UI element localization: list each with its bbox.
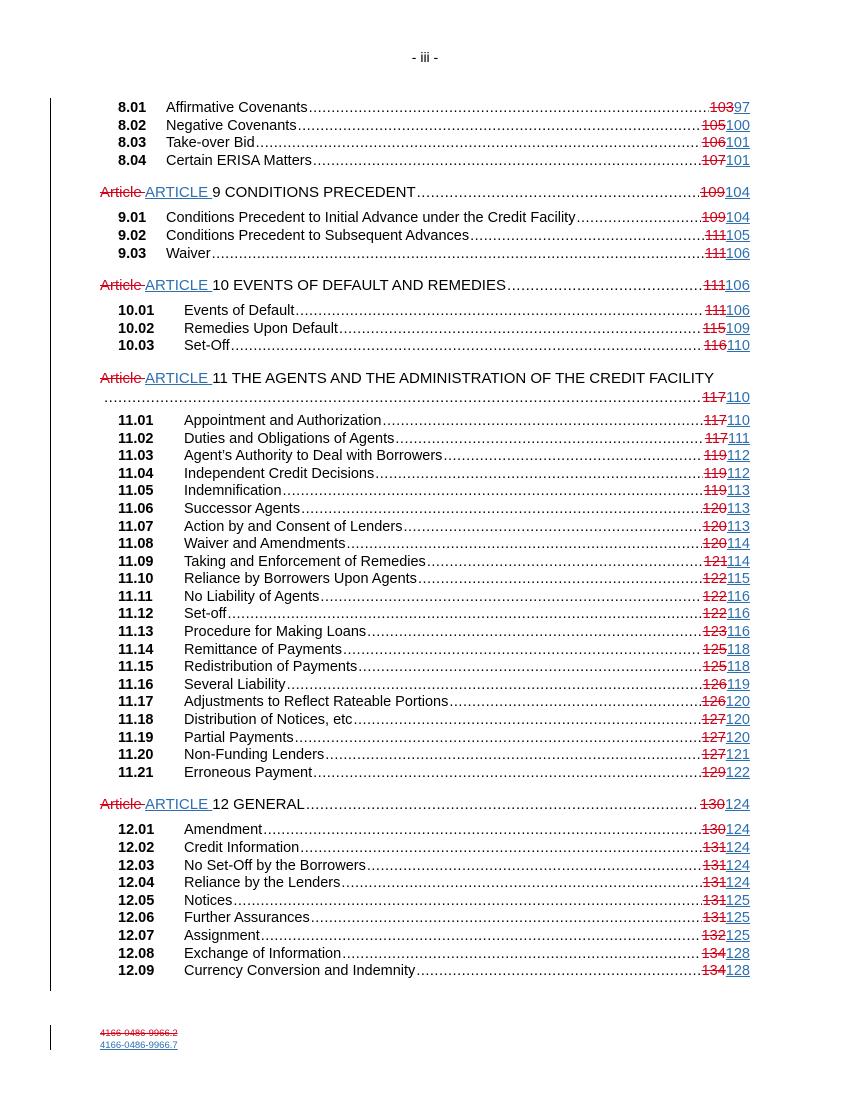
leader-dots [256,135,701,153]
section-title: Currency Conversion and Indemnity [184,963,416,980]
section-title: Action by and Consent of Lenders [184,518,403,535]
old-page-number: 111 [704,227,726,244]
section-number: 11.09 [118,553,154,570]
new-page-number: 112 [726,465,750,482]
new-page-number: 121 [725,747,750,764]
section-title: Successor Agents [184,500,301,517]
new-page-number: 124 [725,857,750,874]
new-page-number: 111 [727,430,750,447]
article-11-deleted: Article [100,369,146,387]
section-number: 11.05 [118,483,154,500]
section-title: Waiver and Amendments [184,536,346,553]
section-title: Set-Off [184,338,230,355]
leader-dots [295,730,701,748]
article-10-old-page: 111 [703,277,725,295]
section-title: Certain ERISA Matters [166,152,312,169]
article-11-old-page: 117 [702,388,727,406]
article-12-new-page: 124 [724,796,750,814]
old-page-number: 131 [702,910,726,927]
toc-entry[interactable] [100,448,750,466]
leader-dots [507,276,702,295]
section-title: Appointment and Authorization [184,412,382,429]
section-number: 11.01 [118,412,154,429]
leader-dots [367,858,702,876]
new-page-number: 124 [725,840,750,856]
old-page-number: 131 [702,892,726,909]
article-10-inserted: ARTICLE [145,277,213,295]
section-title: Indemnification [184,483,282,500]
section-title: Procedure for Making Loans [184,624,367,641]
toc-entry[interactable] [100,910,750,928]
new-page-number: 97 [733,100,750,116]
section-number: 11.16 [118,676,154,693]
old-page-number: 120 [702,536,727,553]
document-id-footer [100,1028,178,1052]
article-11-inserted: ARTICLE [145,369,213,387]
leader-dots [212,246,704,264]
toc-entry[interactable] [100,135,750,153]
leader-dots [341,875,701,893]
toc-entry[interactable] [100,571,750,589]
toc-entry[interactable] [100,413,750,431]
section-number: 10.03 [118,338,155,355]
section-title: Erroneous Payment [184,764,313,781]
old-page-number: 120 [702,518,727,535]
old-page-number: 131 [702,840,726,856]
new-page-number: 120 [725,694,750,711]
leader-dots [403,519,701,537]
section-number: 11.20 [118,747,154,764]
leader-dots [383,413,703,431]
toc-entry[interactable] [100,946,750,964]
section-number: 11.02 [118,430,154,447]
old-page-number: 103 [709,100,734,116]
new-page-number: 116 [726,624,750,641]
new-page-number: 116 [726,606,750,623]
leader-dots [298,118,701,136]
old-page-number: 123 [702,624,727,641]
section-title: Take-over Bid [166,135,255,152]
toc-entry[interactable] [100,228,750,246]
new-page-number: 113 [726,483,750,500]
toc-entry[interactable] [100,536,750,554]
old-page-number: 122 [702,606,727,623]
toc-entry[interactable] [100,338,750,356]
old-page-number: 131 [702,857,726,874]
toc-entry[interactable] [100,210,750,228]
leader-dots [416,963,700,981]
article-9-new-page: 104 [724,184,750,202]
old-page-number: 105 [701,117,726,134]
section-number: 12.05 [118,892,155,909]
section-number: 12.02 [118,840,155,856]
section-number: 11.14 [118,641,154,658]
article-10-title: 10 EVENTS OF DEFAULT AND REMEDIES [212,277,506,295]
old-page-number: 119 [703,448,727,465]
toc-entry[interactable] [100,875,750,893]
toc-entry[interactable] [100,554,750,572]
deleted-document-id: 4166-0486-9966.2 [100,1028,178,1039]
section-number: 11.06 [118,500,154,517]
section-title: Non-Funding Lenders [184,747,325,764]
toc-entry[interactable] [100,963,750,981]
section-title: Reliance by Borrowers Upon Agents [184,571,417,588]
article-12-inserted: ARTICLE [145,796,213,814]
section-title: Assignment [184,927,260,944]
section-number: 11.07 [118,518,154,535]
old-page-number: 126 [701,694,726,711]
toc-entry[interactable] [100,765,750,783]
old-page-number: 115 [702,320,726,337]
new-page-number: 115 [726,571,750,588]
section-title: Partial Payments [184,729,294,746]
section-title: Several Liability [184,676,286,693]
old-page-number: 129 [701,764,726,781]
toc-entry[interactable] [100,659,750,677]
article-12-heading[interactable] [100,795,750,814]
article-10-deleted: Article [100,277,146,295]
section-title: Negative Covenants [166,117,297,134]
old-page-number: 132 [701,927,726,944]
leader-dots [427,554,703,572]
new-page-number: 101 [725,152,750,169]
article-12-title: 12 GENERAL [212,796,305,814]
toc-entry[interactable] [100,822,750,840]
old-page-number: 107 [701,152,726,169]
old-page-number: 121 [703,553,727,570]
toc-entry[interactable] [100,100,750,118]
article-10-heading[interactable] [100,276,750,295]
toc-entry[interactable] [100,858,750,876]
toc-entry[interactable] [100,466,750,484]
sections-10-group [100,303,750,356]
section-number: 10.02 [118,320,155,337]
article-12-deleted: Article [100,796,146,814]
old-page-number: 119 [703,465,727,482]
section-number: 8.04 [118,152,147,169]
new-page-number: 113 [726,500,750,517]
article-9-inserted: ARTICLE [145,184,213,202]
leader-dots [283,483,703,501]
toc-entry[interactable] [100,483,750,501]
section-number: 11.17 [118,694,154,711]
leader-dots [231,338,703,356]
new-page-number: 100 [725,117,750,134]
leader-dots [295,303,703,321]
section-title: Reliance by the Lenders [184,875,341,892]
section-number: 11.12 [118,606,154,623]
toc-entry[interactable] [100,712,750,730]
section-number: 11.13 [118,624,154,641]
page-number: - iii - [411,49,439,65]
toc-entry[interactable] [100,519,750,537]
leader-dots [367,624,702,642]
inserted-document-id: 4166-0486-9966.7 [100,1040,178,1051]
toc-entry[interactable] [100,606,750,624]
article-9-old-page: 109 [699,184,725,202]
section-number: 10.01 [118,303,155,320]
toc-entry[interactable] [100,840,750,858]
sections-9-group [100,210,750,263]
old-page-number: 119 [703,483,727,500]
leader-dots [311,910,702,928]
section-number: 8.03 [118,135,147,152]
sections-12-group [100,822,750,980]
old-page-number: 126 [702,676,727,693]
new-page-number: 125 [725,910,750,927]
new-page-number: 120 [725,729,750,746]
section-number: 9.01 [118,210,147,227]
new-page-number: 113 [726,518,750,535]
article-11-new-page: 110 [726,388,750,406]
section-number: 12.03 [118,857,155,874]
old-page-number: 125 [702,659,727,676]
leader-dots [470,228,704,246]
article-11-title: 11 THE AGENTS AND THE ADMINISTRATION OF THE CREDIT FACILITY [212,369,715,387]
leader-dots [418,571,702,589]
new-page-number: 104 [725,210,750,227]
old-page-number: 134 [701,963,726,980]
section-number: 11.04 [118,465,154,482]
section-number: 11.11 [118,588,153,605]
section-number: 8.02 [118,117,147,134]
toc-entry[interactable] [100,747,750,765]
old-page-number: 122 [702,588,727,605]
toc-entry[interactable] [100,431,750,449]
old-page-number: 109 [701,210,726,227]
new-page-number: 118 [726,659,750,676]
leader-dots [233,893,701,911]
article-9-deleted: Article [100,184,146,202]
section-title: No Liability of Agents [184,588,320,605]
toc-entry[interactable] [100,642,750,660]
new-page-number: 109 [725,320,750,337]
section-title: Agent’s Authority to Deal with Borrowers [184,448,443,465]
new-page-number: 125 [725,892,750,909]
section-title: Redistribution of Payments [184,659,358,676]
leader-dots [358,659,701,677]
leader-dots [339,321,702,339]
leader-dots [313,153,701,171]
leader-dots [306,795,699,814]
new-page-number: 105 [725,227,750,244]
toc-entry[interactable] [100,118,750,136]
old-page-number: 120 [702,500,727,517]
old-page-number: 127 [701,729,726,746]
leader-dots [395,431,703,449]
old-page-number: 127 [701,747,726,764]
article-9-heading[interactable] [100,183,750,202]
old-page-number: 111 [704,303,726,320]
old-page-number: 117 [704,430,728,447]
leader-dots [576,210,700,228]
section-title: Amendment [184,822,263,839]
table-of-contents [100,100,750,981]
new-page-number: 112 [726,448,750,465]
sections-8-group [100,100,750,170]
toc-entry[interactable] [100,589,750,607]
section-title: Remedies Upon Default [184,320,338,337]
old-page-number: 125 [702,641,727,658]
toc-entry[interactable] [100,730,750,748]
toc-entry[interactable] [100,303,750,321]
new-page-number: 128 [725,963,750,980]
old-page-number: 131 [702,875,726,892]
toc-entry[interactable] [100,624,750,642]
section-title: Further Assurances [184,910,310,927]
section-number: 11.21 [118,764,154,781]
leader-dots [343,642,702,660]
section-title: Duties and Obligations of Agents [184,430,395,447]
leader-dots [261,928,701,946]
new-page-number: 125 [725,927,750,944]
new-page-number: 110 [726,412,750,429]
toc-entry[interactable] [100,928,750,946]
sections-11-group [100,413,750,782]
section-title: Conditions Precedent to Initial Advance under the Credit Facility [166,210,576,227]
section-title: Affirmative Covenants [166,100,308,116]
article-12-old-page: 130 [699,796,725,814]
footer-change-bar [50,1025,51,1050]
leader-dots [342,946,700,964]
section-number: 11.19 [118,729,154,746]
old-page-number: 127 [701,712,726,729]
leader-dots [313,765,700,783]
toc-entry[interactable] [100,501,750,519]
new-page-number: 122 [725,764,750,781]
toc-entry[interactable] [100,321,750,339]
toc-entry[interactable] [100,677,750,695]
section-title: Waiver [166,245,211,262]
section-number: 12.08 [118,945,155,962]
leader-dots [287,677,702,695]
section-title: Taking and Enforcement of Remedies [184,553,426,570]
section-title: Set-off [184,606,227,623]
section-number: 11.18 [118,712,154,729]
section-number: 11.08 [118,536,154,553]
article-10-new-page: 106 [724,277,750,295]
section-number: 8.01 [118,100,147,116]
new-page-number: 114 [726,536,750,553]
new-page-number: 124 [725,875,750,892]
leader-dots [320,589,701,607]
new-page-number: 118 [726,641,750,658]
leader-dots [301,501,702,519]
section-title: Events of Default [184,303,295,320]
section-number: 11.03 [118,448,154,465]
section-number: 12.04 [118,875,155,892]
old-page-number: 122 [702,571,727,588]
leader-dots [309,100,709,118]
new-page-number: 124 [725,822,750,839]
new-page-number: 114 [726,553,750,570]
new-page-number: 101 [725,135,750,152]
section-number: 12.07 [118,927,155,944]
change-bar [50,98,51,991]
old-page-number: 130 [701,822,726,839]
new-page-number: 106 [725,245,750,262]
section-number: 9.02 [118,227,147,244]
section-title: Distribution of Notices, etc [184,712,353,729]
old-page-number: 106 [701,135,726,152]
section-number: 9.03 [118,245,147,262]
section-number: 12.06 [118,910,155,927]
leader-dots [325,747,700,765]
section-title: Conditions Precedent to Subsequent Advances [166,227,470,244]
toc-entry[interactable] [100,246,750,264]
section-title: Independent Credit Decisions [184,465,375,482]
leader-dots [375,466,703,484]
toc-entry[interactable] [100,694,750,712]
leader-dots [263,822,700,840]
section-title: Exchange of Information [184,945,342,962]
new-page-number: 110 [726,338,750,355]
leader-dots [417,183,699,202]
section-number: 11.10 [118,571,154,588]
leader-dots [353,712,700,730]
article-11-heading[interactable] [100,369,750,407]
section-title: No Set-Off by the Borrowers [184,857,366,874]
leader-dots [227,606,701,624]
leader-dots [104,388,701,407]
section-title: Notices [184,892,233,909]
section-title: Adjustments to Reflect Rateable Portions [184,694,449,711]
section-title: Credit Information [184,840,300,856]
old-page-number: 117 [703,412,727,429]
leader-dots [443,448,702,466]
old-page-number: 134 [701,945,726,962]
section-number: 12.01 [118,822,155,839]
section-title: Remittance of Payments [184,641,342,658]
leader-dots [346,536,701,554]
new-page-number: 128 [725,945,750,962]
leader-dots [449,694,700,712]
new-page-number: 116 [726,588,750,605]
new-page-number: 120 [725,712,750,729]
leader-dots [300,840,701,858]
new-page-number: 106 [725,303,750,320]
old-page-number: 116 [703,338,727,355]
article-9-title: 9 CONDITIONS PRECEDENT [212,184,416,202]
toc-entry[interactable] [100,153,750,171]
section-number: 12.09 [118,963,155,980]
section-number: 11.15 [118,659,154,676]
toc-entry[interactable] [100,893,750,911]
old-page-number: 111 [704,245,726,262]
new-page-number: 119 [726,676,750,693]
